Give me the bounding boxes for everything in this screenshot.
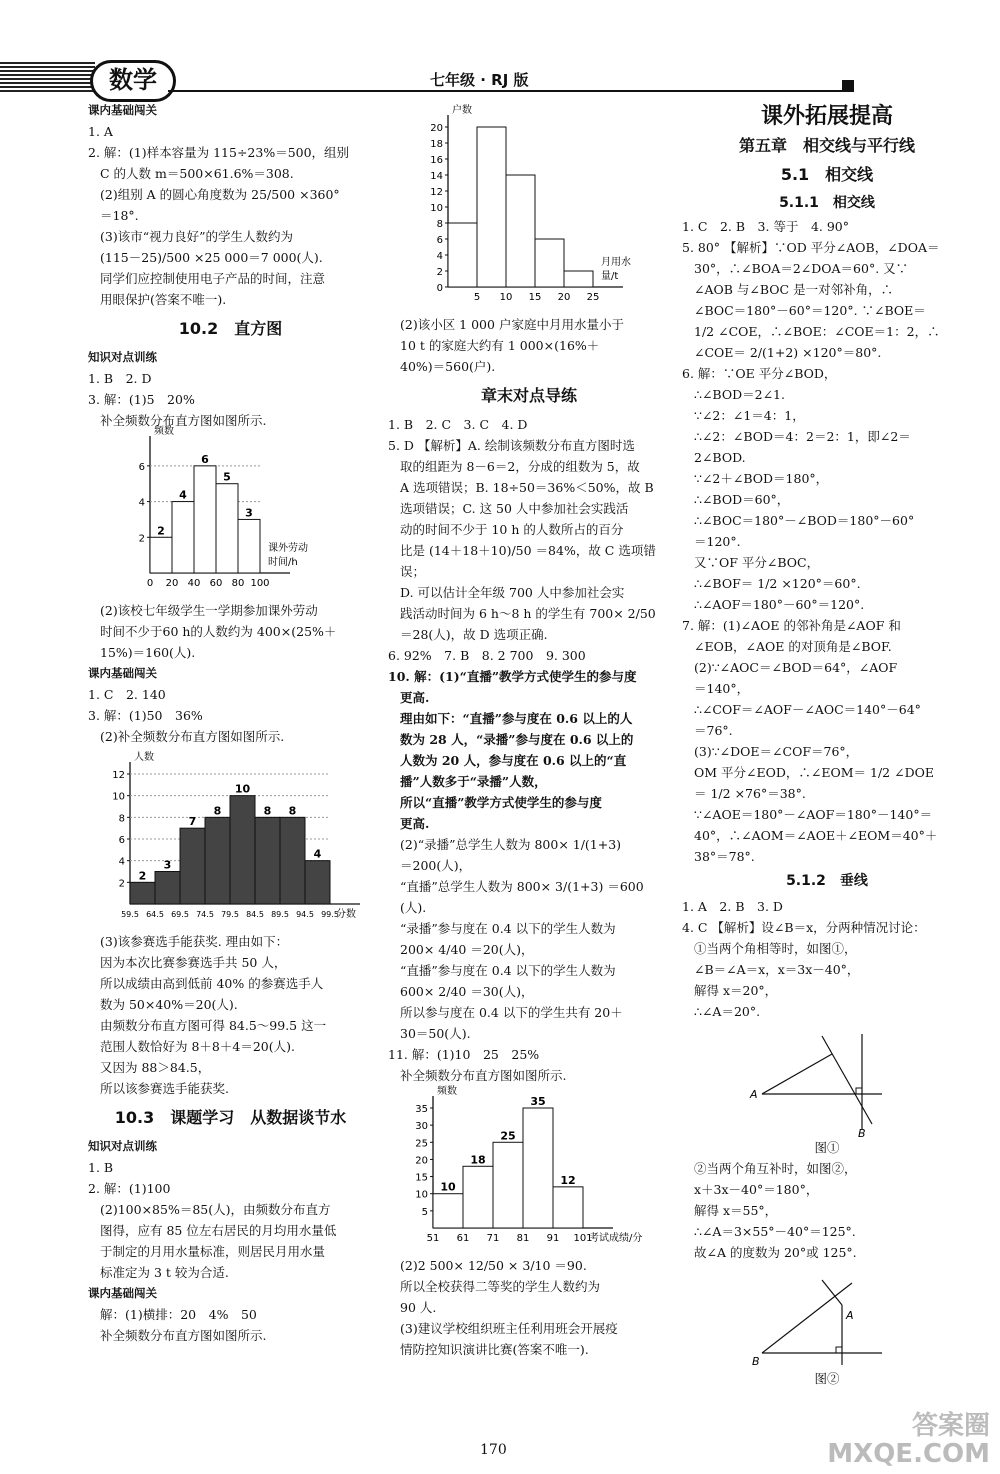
header-square: [842, 80, 854, 92]
answer-line: (3)∵∠DOE＝∠COF＝76°，: [694, 744, 859, 759]
answer-line: 1. A: [88, 124, 113, 139]
answer-line: 解得 x＝20°，: [694, 983, 778, 998]
answer-line: 1. C 2. B 3. 等于 4. 90°: [682, 219, 850, 234]
answer-line: 所以“直播”教学方式使学生的参与度: [400, 795, 602, 810]
answer-line: (3)建议学校组织班主任利用班会开展疫: [400, 1321, 618, 1336]
x-tick-label: 91: [546, 1233, 560, 1244]
geometry-figure-2: [682, 1265, 882, 1370]
answer-line: 所以全校获得二等奖的学生人数约为: [400, 1279, 601, 1294]
answer-line: 5. 80° 【解析】∵OD 平分∠AOB，∠DOA＝: [682, 240, 940, 255]
histogram-bar: [238, 519, 260, 573]
answer-line: 更高.: [400, 816, 430, 831]
y-tick-label: 0: [436, 283, 443, 294]
y-tick-label: 12: [430, 187, 443, 198]
x-axis-label: 量/t: [601, 271, 619, 282]
column-1: [88, 100, 373, 1346]
histogram-bar: [280, 817, 305, 904]
answer-line: (2)该校七年级学生一学期参加课外劳动: [100, 603, 318, 618]
section-heading: 章末对点导练: [480, 386, 577, 405]
answer-line: 6. 解：∵OE 平分∠BOD，: [682, 366, 837, 381]
answer-line: 践活动时间为 6 h～8 h 的学生有 700× 2/50: [400, 606, 656, 621]
histogram-water-usage: [388, 102, 658, 312]
answer-line: 1. B 2. C 3. C 4. D: [388, 417, 528, 432]
y-tick-label: 30: [415, 1121, 428, 1133]
bar-data-label: 8: [263, 804, 272, 818]
answer-line: 40°，∴∠AOM＝∠AOE＋∠EOM＝40°＋: [694, 828, 938, 843]
answer-line: ∠EOB，∠AOE 的对顶角是∠BOF.: [694, 639, 892, 654]
x-tick-label: 15: [528, 292, 542, 303]
answer-line: 2. 解：(1)样本容量为 115÷23%＝500，组别: [88, 145, 350, 160]
histogram-bar: [433, 1194, 463, 1228]
answer-line: 补全频数分布直方图如图所示.: [100, 1328, 267, 1343]
page-title: 七年级 · RJ 版: [430, 71, 529, 89]
y-tick-label: 6: [118, 835, 125, 846]
watermark: [827, 1412, 990, 1468]
watermark-text: 答案圈: [911, 1411, 990, 1441]
y-tick-label: 8: [118, 813, 125, 825]
y-tick-label: 20: [415, 1155, 428, 1167]
answer-line: “录播”参与度在 0.4 以下的学生人数为: [400, 921, 616, 936]
x-axis-label: 考试成绩/分: [589, 1233, 643, 1244]
y-tick-label: 8: [436, 219, 443, 230]
answer-line: ＝200(人)，: [400, 858, 472, 873]
section-label: 课内基础闯关: [88, 103, 157, 117]
y-axis-label: 频数: [154, 426, 174, 437]
bar-data-label: 25: [500, 1129, 516, 1143]
answer-line: 标准定为 3 t 较为合适.: [100, 1265, 229, 1280]
histogram-bar: [130, 882, 155, 904]
histogram-bar: [205, 817, 230, 904]
point-label-a: A: [750, 1088, 758, 1101]
answer-line: (3)该参赛选手能获奖. 理由如下：: [100, 934, 289, 949]
x-tick-label: 101: [573, 1233, 593, 1244]
x-tick-label: 64.5: [146, 910, 164, 919]
point-label-a: A: [846, 1309, 854, 1322]
answer-line: 数为 50×40%＝20(人).: [100, 997, 238, 1012]
y-tick-label: 20: [430, 123, 443, 134]
answer-line: 由频数分布直方图可得 84.5～99.5 这一: [100, 1018, 327, 1033]
y-tick-label: 4: [118, 856, 125, 868]
answer-line: (2)100×85%＝85(人)，由频数分布直方: [100, 1202, 331, 1217]
y-tick-label: 2: [436, 267, 443, 278]
answer-line: 1. A 2. B 3. D: [682, 899, 783, 914]
bar-data-label: 7: [188, 815, 197, 829]
x-tick-label: 84.5: [246, 910, 264, 919]
answer-line: 补全频数分布直方图如图所示.: [400, 1068, 567, 1083]
answer-line: (人).: [400, 900, 427, 915]
answer-line: 4. C 【解析】设∠B＝x，分两种情况讨论：: [682, 920, 926, 935]
answer-line: ＝76°.: [694, 723, 733, 738]
answer-line: ＝140°，: [694, 681, 750, 696]
y-tick-label: 2: [118, 878, 125, 890]
answer-line: (3)该市“视力良好”的学生人数约为: [100, 229, 293, 244]
answer-line: 解：(1)横排：20 4% 50: [100, 1307, 257, 1322]
answer-line: 故∠A 的度数为 20°或 125°.: [694, 1245, 857, 1260]
bar-data-label: 8: [288, 804, 297, 818]
answer-line: 播”人数多于“录播”人数，: [400, 774, 547, 789]
figure-caption: 图②: [814, 1371, 840, 1386]
x-tick-label: 100: [250, 578, 270, 589]
answer-line: 200× 4/40 ＝20(人)，: [400, 942, 534, 957]
y-tick-label: 2: [138, 533, 145, 545]
histogram-bar: [463, 1166, 493, 1228]
answer-line: ②当两个角互补时，如图②，: [694, 1161, 857, 1176]
y-tick-label: 6: [138, 461, 145, 473]
section-heading: 10.2 直方图: [178, 319, 283, 338]
section-label: 课内基础闯关: [88, 666, 157, 680]
y-axis-label: 频数: [437, 1086, 457, 1097]
answer-line: (2)2 500× 12/50 × 3/10 ＝90.: [400, 1258, 587, 1273]
answer-line: 1. B 2. D: [88, 371, 152, 386]
bar-data-label: 8: [213, 804, 222, 818]
y-axis-label: 人数: [134, 752, 154, 763]
bar-data-label: 3: [163, 858, 172, 872]
answer-line: “直播”参与度在 0.4 以下的学生人数为: [400, 963, 616, 978]
answer-line: ∠AOB 与∠BOC 是一对邻补角，∴: [694, 282, 894, 297]
answer-line: 7. 解：(1)∠AOE 的邻补角是∠AOF 和: [682, 618, 901, 633]
answer-line: (2)该小区 1 000 户家庭中月用水量小于: [400, 317, 624, 332]
column-3: [682, 100, 972, 1389]
bar-data-label: 10: [440, 1180, 456, 1194]
bar-data-label: 6: [201, 452, 209, 466]
answer-line: 解得 x＝55°，: [694, 1203, 778, 1218]
y-tick-label: 15: [415, 1172, 428, 1184]
column-2: [388, 100, 670, 1360]
answer-line: 动的时间不少于 10 h 的人数所占的百分: [400, 522, 624, 537]
histogram-labor-hours: [88, 426, 328, 598]
answer-line: 10. 解：(1)“直播”教学方式使学生的参与度: [388, 669, 637, 684]
page-number: 170: [480, 1442, 507, 1458]
x-tick-label: 20: [557, 292, 571, 303]
bar-data-label: 35: [530, 1095, 546, 1108]
histogram-bar: [448, 223, 477, 287]
answer-line: ∴∠AOF＝180°－60°＝120°.: [694, 597, 865, 612]
answer-line: 11. 解：(1)10 25 25%: [388, 1047, 540, 1062]
answer-line: A 选项错误；B. 18÷50＝36%＜50%，故 B: [400, 480, 654, 495]
section-heading: 5.1.2 垂线: [786, 873, 868, 889]
bar-data-label: 10: [234, 782, 251, 796]
answer-line: 40%)＝560(户).: [400, 359, 496, 374]
answer-line: D. 可以估计全年级 700 人中参加社会实: [400, 585, 625, 600]
bar-data-label: 4: [179, 488, 187, 502]
answer-line: 用眼保护(答案不唯一).: [100, 292, 227, 307]
answer-line: “直播”总学生人数为 800× 3/(1+3) ＝600: [400, 879, 644, 894]
bar-data-label: 4: [313, 847, 322, 861]
figure-caption: 图①: [814, 1140, 840, 1155]
x-tick-label: 10: [499, 292, 513, 303]
histogram-scores: [88, 749, 373, 929]
histogram-bar: [305, 861, 330, 904]
answer-line: ∴∠BOD＝2∠1.: [694, 387, 785, 402]
answer-line: ＝28(人)，故 D 选项正确.: [400, 627, 548, 642]
x-axis-label: 分数: [336, 909, 356, 920]
histogram-bar: [150, 537, 172, 573]
answer-line: ①当两个角相等时，如图①，: [694, 941, 857, 956]
y-tick-label: 4: [436, 251, 443, 262]
x-tick-label: 0: [146, 578, 154, 589]
bar-data-label: 18: [470, 1153, 486, 1167]
answer-line: 38°＝78°.: [694, 849, 755, 864]
answer-line: ＝120°.: [694, 534, 741, 549]
histogram-bar: [506, 175, 535, 287]
answer-line: (2)“录播”总学生人数为 800× 1/(1+3): [400, 837, 622, 852]
histogram-bar: [194, 466, 216, 573]
answer-line: C 的人数 m＝500×61.6%＝308.: [100, 166, 294, 181]
histogram-exam-scores: [388, 1088, 658, 1253]
bar-data-label: 2: [138, 869, 147, 883]
x-tick-label: 20: [165, 578, 179, 589]
answer-line: 人数为 20 人，参与度在 0.6 以上的“直: [400, 753, 627, 768]
answer-line: 理由如下：“直播”参与度在 0.6 以上的人: [400, 711, 633, 726]
answer-line: (2)∵∠AOC＝∠BOD＝64°，∠AOF: [694, 660, 898, 675]
answer-line: 数为 28 人，“录播”参与度在 0.6 以上的: [400, 732, 634, 747]
answer-line: ∴∠BOF＝ 1/2 ×120°＝60°.: [694, 576, 861, 591]
answer-line: ∠B＝∠A＝x，x＝3x－40°，: [694, 962, 860, 977]
bar-data-label: 2: [157, 524, 165, 538]
section-label: 知识对点训练: [88, 350, 157, 364]
answer-line: 情防控知识演讲比赛(答案不唯一).: [400, 1342, 589, 1357]
answer-line: ∵∠AOE＝180°－∠AOF＝180°－140°＝: [694, 807, 933, 822]
histogram-bar: [180, 828, 205, 904]
y-tick-label: 16: [430, 155, 443, 166]
answer-line: 600× 2/40 ＝30(人)，: [400, 984, 534, 999]
histogram-bar: [155, 872, 180, 905]
histogram-bar: [216, 484, 238, 573]
geometry-figure-1: [682, 1024, 882, 1139]
answer-line: 90 人.: [400, 1300, 437, 1315]
answer-line: ∴∠BOD＝60°，: [694, 492, 790, 507]
section-heading: 第五章 相交线与平行线: [738, 136, 915, 155]
answer-line: 所以参与度在 0.4 以下的学生共有 20＋: [400, 1005, 623, 1020]
y-tick-label: 5: [421, 1206, 428, 1218]
answer-line: ∠COE＝ 2/(1+2) ×120°＝80°.: [694, 345, 882, 360]
y-axis-label: 户数: [452, 105, 472, 116]
x-tick-label: 89.5: [271, 910, 289, 919]
x-tick-label: 59.5: [121, 910, 139, 919]
x-tick-label: 69.5: [171, 910, 189, 919]
answer-line: 15%)＝160(人).: [100, 645, 196, 660]
section-heading: 10.3 课题学习 从数据谈节水: [114, 1108, 347, 1127]
y-tick-label: 10: [430, 203, 443, 214]
x-tick-label: 80: [231, 578, 245, 589]
answer-line: ∠BOC＝180°－60°＝120°. ∵∠BOE＝: [694, 303, 926, 318]
answer-line: ∴∠COF＝∠AOF－∠AOC＝140°－64°: [694, 702, 921, 717]
point-label-b: B: [858, 1127, 866, 1140]
watermark-url: MXQE.COM: [827, 1439, 990, 1469]
x-axis-label: 时间/h: [268, 557, 298, 568]
header-stripes: [0, 62, 95, 92]
bar-data-label: 12: [560, 1173, 576, 1187]
answer-line: 比是 (14＋18＋10)/50 ＝84%，故 C 选项错误；: [400, 543, 656, 579]
answer-line: 10 t 的家庭大约有 1 000×(16%＋: [400, 338, 600, 353]
answer-line: (2)补全频数分布直方图如图所示.: [100, 729, 285, 744]
answer-line: (2)组别 A 的圆心角度数为 25/500 ×360°: [100, 187, 340, 202]
answer-line: ∵∠2：∠1＝4：1，: [694, 408, 805, 423]
histogram-bar: [523, 1108, 553, 1228]
section-label: 课内基础闯关: [88, 1286, 157, 1300]
x-tick-label: 74.5: [196, 910, 214, 919]
y-tick-label: 10: [415, 1189, 428, 1201]
answer-line: (115－25)/500 ×25 000＝7 000(人).: [100, 250, 323, 265]
answer-line: 于制定的月用水量标准，则居民月用水量: [100, 1244, 326, 1259]
x-tick-label: 60: [209, 578, 223, 589]
y-tick-label: 18: [430, 139, 443, 150]
answer-line: 取的组距为 8－6＝2，分成的组数为 5，故: [400, 459, 640, 474]
answer-line: 又∵OF 平分∠BOC，: [694, 555, 820, 570]
answer-line: x＋3x－40°＝180°，: [694, 1182, 819, 1197]
chapter-heading: 课外拓展提高: [760, 104, 893, 129]
answer-line: 1/2 ∠COE，∴∠BOE：∠COE＝1：2，∴: [694, 324, 940, 339]
x-axis-label: 课外劳动: [268, 543, 308, 554]
histogram-bar: [553, 1187, 583, 1228]
answer-line: ∴∠BOC＝180°－∠BOD＝180°－60°: [694, 513, 915, 528]
answer-line: 1. C 2. 140: [88, 687, 166, 702]
answer-line: 更高.: [400, 690, 430, 705]
subject-logo: 数学: [90, 60, 176, 102]
bar-data-label: 3: [245, 506, 253, 520]
x-tick-label: 71: [486, 1233, 500, 1244]
answer-line: 范围人数恰好为 8＋8＋4＝20(人).: [100, 1039, 295, 1054]
x-tick-label: 94.5: [296, 910, 314, 919]
histogram-bar: [493, 1142, 523, 1228]
point-label-b: B: [752, 1355, 760, 1368]
answer-line: ∴∠A＝3×55°－40°＝125°.: [694, 1224, 856, 1239]
y-tick-label: 12: [112, 770, 125, 781]
histogram-bar: [255, 817, 280, 904]
answer-line: 2∠BOD.: [694, 450, 746, 465]
y-tick-label: 25: [415, 1138, 428, 1150]
answer-line: 时间不少于60 h的人数约为 400×(25%＋: [100, 624, 337, 639]
answer-line: 1. B: [88, 1160, 114, 1175]
answer-line: 30＝50(人).: [400, 1026, 471, 1041]
answer-line: 所以成绩由高到低前 40% 的参赛选手人: [100, 976, 324, 991]
x-tick-label: 79.5: [221, 910, 239, 919]
answer-line: 图得，应有 85 位左右居民的月均用水量低: [100, 1223, 337, 1238]
answer-line: ＝18°.: [100, 208, 139, 223]
x-tick-label: 61: [456, 1233, 470, 1244]
x-tick-label: 25: [586, 292, 600, 303]
section-label: 知识对点训练: [88, 1139, 157, 1153]
y-tick-label: 10: [112, 791, 125, 803]
histogram-bar: [535, 239, 564, 287]
answer-line: 5. D 【解析】A. 绘制该频数分布直方图时选: [388, 438, 635, 453]
answer-line: 30°，∴∠BOA＝2∠DOA＝60°. 又∵: [694, 261, 909, 276]
y-tick-label: 14: [430, 171, 443, 182]
x-tick-label: 99.5: [321, 910, 339, 919]
answer-line: ＝ 1/2 ×76°＝38°.: [694, 786, 806, 801]
answer-line: ∴∠2：∠BOD＝4：2＝2：1，即∠2＝: [694, 429, 911, 444]
x-tick-label: 40: [187, 578, 201, 589]
x-tick-label: 5: [473, 292, 481, 303]
answer-line: 2. 解：(1)100: [88, 1181, 171, 1196]
histogram-bar: [564, 271, 593, 287]
y-tick-label: 35: [415, 1104, 428, 1115]
y-tick-label: 6: [436, 235, 443, 246]
x-tick-label: 81: [516, 1233, 530, 1244]
section-heading: 5.1 相交线: [780, 165, 874, 184]
answer-line: 所以该参赛选手能获奖.: [100, 1081, 229, 1096]
answer-line: 3. 解：(1)5 20%: [88, 392, 195, 407]
answer-line: 补全频数分布直方图如图所示.: [100, 413, 267, 428]
answer-line: 选项错误；C. 这 50 人中参加社会实践活: [400, 501, 629, 516]
section-heading: 5.1.1 相交线: [779, 195, 875, 211]
answer-line: ∴∠A＝20°.: [694, 1004, 761, 1019]
answer-line: 因为本次比赛参赛选手共 50 人，: [100, 955, 287, 970]
answer-line: 又因为 88＞84.5，: [100, 1060, 211, 1075]
histogram-bar: [172, 502, 194, 573]
answer-line: ∵∠2＋∠BOD＝180°，: [694, 471, 829, 486]
bar-data-label: 5: [223, 470, 231, 484]
answer-line: 6. 92% 7. B 8. 2 700 9. 300: [388, 648, 586, 663]
histogram-bar: [230, 796, 255, 904]
answer-line: 同学们应控制使用电子产品的时间，注意: [100, 271, 326, 286]
answer-line: OM 平分∠EOD，∴∠EOM＝ 1/2 ∠DOE: [694, 765, 934, 780]
answer-line: 3. 解：(1)50 36%: [88, 708, 203, 723]
histogram-bar: [477, 127, 506, 287]
x-tick-label: 51: [426, 1233, 440, 1244]
y-tick-label: 4: [138, 497, 145, 509]
x-axis-label: 月用水: [601, 257, 631, 268]
